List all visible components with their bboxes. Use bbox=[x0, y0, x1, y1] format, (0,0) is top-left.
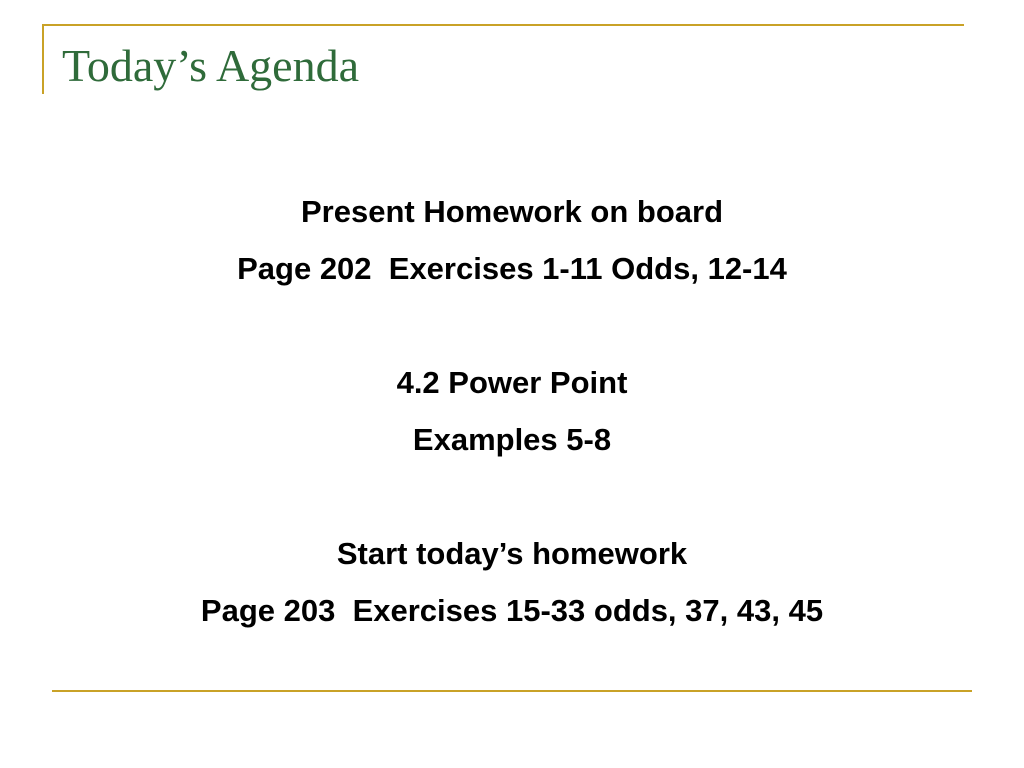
agenda-line-present-homework: Present Homework on board bbox=[300, 194, 724, 229]
accent-top-line bbox=[42, 24, 964, 26]
accent-vertical-line bbox=[42, 24, 44, 94]
accent-bottom-line bbox=[52, 690, 972, 692]
agenda-spacer bbox=[0, 302, 1024, 359]
agenda-body bbox=[0, 188, 1024, 644]
agenda-line-examples: Examples 5-8 bbox=[412, 422, 612, 457]
slide-title: Today’s Agenda bbox=[62, 40, 360, 91]
agenda-line-power-point: 4.2 Power Point bbox=[396, 365, 628, 400]
agenda-line-start-homework: Start today’s homework bbox=[336, 536, 688, 571]
agenda-spacer bbox=[0, 473, 1024, 530]
agenda-line-page-203: Page 203 Exercises 15-33 odds, 37, 43, 45 bbox=[200, 593, 824, 628]
agenda-line-page-202: Page 202 Exercises 1-11 Odds, 12-14 bbox=[237, 251, 787, 286]
